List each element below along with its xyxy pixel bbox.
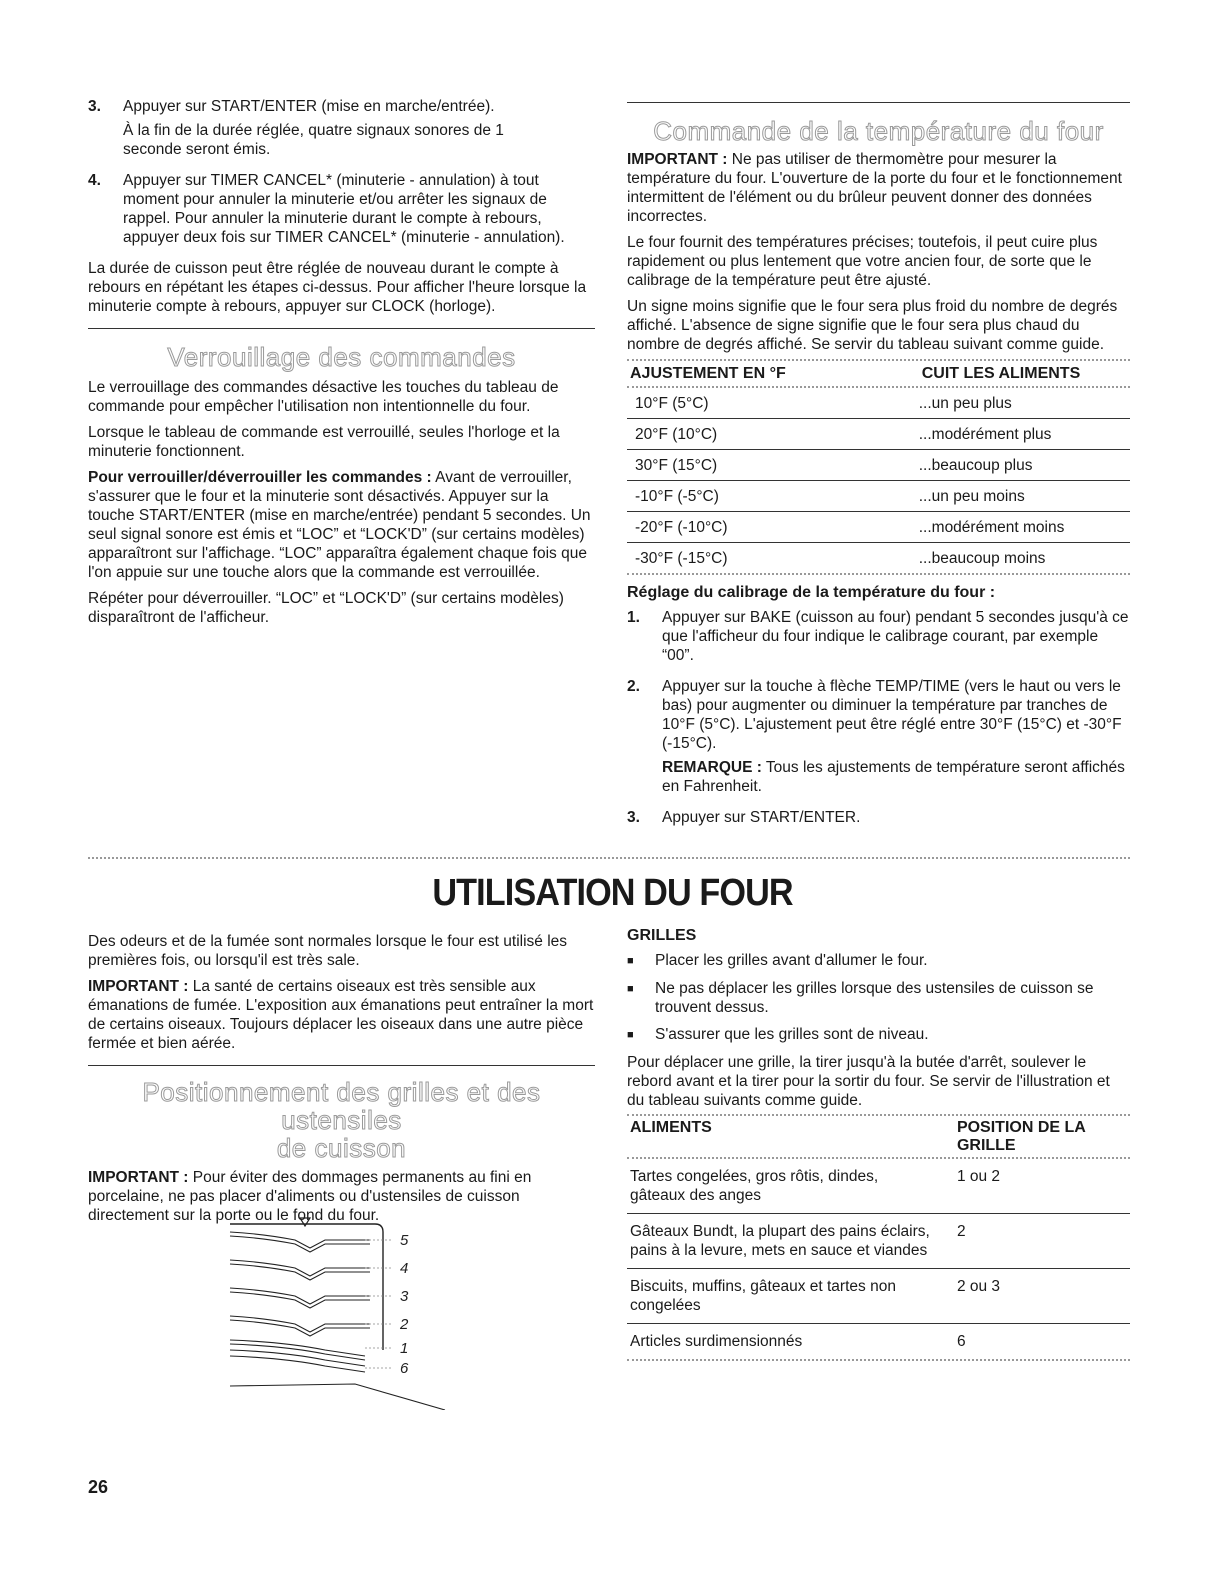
table-row xyxy=(627,1324,1130,1360)
step-number: 3. xyxy=(88,98,101,115)
rack-position-diagram xyxy=(215,1210,455,1410)
temp-paragraph: Un signe moins signifie que le four sera plus froid du nombre de degrés affiché. L'absence de signe signifie que le four sera plus chaud du nombre de degrés affiché. Se servir du tableau suivant comme guide. xyxy=(627,298,1118,353)
oven-element-icon xyxy=(300,1218,310,1226)
step-text: Appuyer sur START/ENTER. xyxy=(662,809,861,826)
table-cell: 30°F (15°C) xyxy=(627,450,919,481)
rack-label-3: 3 xyxy=(400,1288,409,1305)
square-bullet-icon: ■ xyxy=(627,955,634,967)
racks-paragraph: Pour déplacer une grille, la tirer jusqu'à la butée d'arrêt, soulever le rebord avant et la tirer pour la sortir du four. Se servir de l'illustration et du tableau suivants comme guide. xyxy=(627,1054,1110,1109)
square-bullet-icon: ■ xyxy=(627,1029,634,1041)
table-cell: ...un peu moins xyxy=(919,481,1130,512)
timer-step-4 xyxy=(88,171,595,252)
title-line: Positionnement des grilles et des ustensiles xyxy=(142,1077,541,1135)
step-number: 4. xyxy=(88,172,101,189)
lock-paragraph: Répéter pour déverrouiller. “LOC” et “LOCK'D” (sur certains modèles) disparaîtront de l'afficheur. xyxy=(88,590,564,626)
calibration-heading: Réglage du calibrage de la température du four : xyxy=(627,584,996,601)
step-number: 2. xyxy=(627,678,640,695)
timer-column xyxy=(88,97,595,634)
step-number: 1. xyxy=(627,609,640,626)
table-row xyxy=(627,512,1130,543)
list-item-text: Ne pas déplacer les grilles lorsque des ustensiles de cuisson se trouvent dessus. xyxy=(655,980,1094,1016)
table-cell: ...beaucoup moins xyxy=(918,550,1046,567)
step-text: Appuyer sur BAKE (cuisson au four) pendant 5 secondes jusqu'à ce que l'afficheur du four indique le calibrage courant, par exemple “00”. xyxy=(662,609,1129,664)
table-row xyxy=(627,481,1130,512)
list-item-text: Placer les grilles avant d'allumer le four. xyxy=(655,952,928,969)
table-cell: ...beaucoup plus xyxy=(919,450,1130,481)
table-row xyxy=(627,450,1130,481)
step-number: 3. xyxy=(627,809,640,826)
rack-leader-lines xyxy=(365,1240,393,1368)
table-bottom-border xyxy=(627,573,1130,575)
calibration-step-1 xyxy=(627,608,1130,670)
important-label: IMPORTANT : xyxy=(627,151,728,168)
section-title-temperature: Commande de la température du four xyxy=(653,116,1104,146)
rack-position-table xyxy=(627,1116,1130,1359)
step-text: Appuyer sur START/ENTER (mise en marche/entrée). xyxy=(123,98,495,115)
important-label: IMPORTANT : xyxy=(88,978,189,995)
rack-label-4: 4 xyxy=(400,1260,409,1277)
racks-heading: GRILLES xyxy=(627,927,697,944)
rack-label-6: 6 xyxy=(400,1360,409,1377)
racks-column xyxy=(627,927,1130,1361)
table-header: ALIMENTS xyxy=(630,1119,712,1136)
important-text: Pour éviter des dommages permanents au fini en porcelaine, ne pas placer d'aliments ou d'ustensiles de cuisson directement sur la porte ou le fond du four. xyxy=(88,1169,532,1224)
table-cell: 2 xyxy=(954,1214,1130,1269)
temp-paragraph: Le four fournit des températures précises; toutefois, il peut cuire plus rapidement ou plus lentement que votre ancien four, de sorte que le calibrage de la température peut être ajusté. xyxy=(627,234,1098,289)
note-label: REMARQUE : xyxy=(662,759,762,776)
table-cell: Biscuits, muffins, gâteaux et tartes non congelées xyxy=(627,1269,954,1324)
table-cell: 1 ou 2 xyxy=(954,1159,1130,1214)
table-row xyxy=(627,1214,1130,1269)
note-text: Tous les ajustements de température seront affichés en Fahrenheit. xyxy=(662,759,1125,795)
rack-label-2: 2 xyxy=(400,1316,409,1333)
table-header: CUIT LES ALIMENTS xyxy=(921,365,1081,382)
important-label: IMPORTANT : xyxy=(88,1169,189,1186)
rack-label-5: 5 xyxy=(400,1232,409,1249)
section-divider xyxy=(88,328,595,329)
square-bullet-icon: ■ xyxy=(627,983,634,995)
temperature-column xyxy=(627,102,1130,839)
oven-wall-outline xyxy=(230,1224,383,1350)
calibration-step-3 xyxy=(627,808,1130,832)
section-title-lock: Verrouillage des commandes xyxy=(167,342,516,372)
important-text: Ne pas utiliser de thermomètre pour mesurer la température du four. L'ouverture de la porte du four et le fonctionnement intermittent de l'élément ou du brûleur peuvent donner des données incorrectes. xyxy=(627,151,1122,225)
table-cell: ...modérément moins xyxy=(919,512,1130,543)
lock-paragraph: Lorsque le tableau de commande est verrouillé, seules l'horloge et la minuterie fonctionnent. xyxy=(88,424,560,460)
lock-instructions xyxy=(88,468,595,582)
table-row xyxy=(627,543,1130,574)
list-item xyxy=(627,1025,1130,1045)
table-cell: 6 xyxy=(956,1333,966,1350)
table-cell: -30°F (-15°C) xyxy=(635,550,728,567)
rack-label-1: 1 xyxy=(400,1340,409,1357)
table-cell: ...un peu plus xyxy=(919,388,1130,419)
oven-use-column xyxy=(88,932,595,1232)
table-cell: 20°F (10°C) xyxy=(627,419,919,450)
temp-important xyxy=(627,150,1130,226)
table-row xyxy=(627,419,1130,450)
page-title: UTILISATION DU FOUR xyxy=(432,872,793,914)
list-item xyxy=(627,951,1130,971)
table-header-row xyxy=(627,361,1130,386)
lock-instructions-heading: Pour verrouiller/déverrouiller les commandes : xyxy=(88,469,432,486)
step-subtext: À la fin de la durée réglée, quatre signaux sonores de 1 seconde seront émis. xyxy=(123,122,504,158)
table-cell: Gâteaux Bundt, la plupart des pains éclairs, pains à la levure, mets en sauce et viandes xyxy=(627,1214,954,1269)
table-header: AJUSTEMENT EN °F xyxy=(630,365,786,382)
timer-step-3 xyxy=(88,97,595,164)
oven-use-important xyxy=(88,977,595,1053)
rack-lines xyxy=(230,1232,445,1410)
table-header: POSITION DE LA GRILLE xyxy=(956,1119,1086,1154)
table-header-row xyxy=(627,1116,1130,1157)
timer-paragraph: La durée de cuisson peut être réglée de nouveau durant le compte à rebours en répétant les étapes ci-dessus. Pour afficher l'heure lorsque la minuterie compte à rebours, appuyer sur CLOCK (horloge). xyxy=(88,260,587,315)
section-title-positioning xyxy=(88,1078,595,1162)
title-line: de cuisson xyxy=(276,1133,407,1163)
table-row xyxy=(627,1269,1130,1324)
table-cell: Tartes congelées, gros rôtis, dindes, gâteaux des anges xyxy=(627,1159,954,1214)
important-text: La santé de certains oiseaux est très sensible aux émanations de fumée. L'exposition aux émanations peut entraîner la mort de certains oiseaux. Toujours déplacer les oiseaux dans une autre pièce fermée et bien aérée. xyxy=(88,978,594,1052)
table-cell: 10°F (5°C) xyxy=(627,388,919,419)
calibration-step-2 xyxy=(627,677,1130,801)
table-cell: ...modérément plus xyxy=(919,419,1130,450)
table-cell: 2 ou 3 xyxy=(954,1269,1130,1324)
page-number: 26 xyxy=(88,1477,109,1497)
oven-use-paragraph: Des odeurs et de la fumée sont normales lorsque le four est utilisé les premières fois, ou lorsqu'il est très sale. xyxy=(88,933,568,969)
table-row xyxy=(627,388,1130,419)
temperature-adjustment-table xyxy=(627,361,1130,573)
step-text: Appuyer sur la touche à flèche TEMP/TIME (vers le haut ou vers le bas) pour augmenter ou diminuer la température par tranches de 10°F (5°C). L'ajustement peut être réglé entre 30°F (15°C) et -30°F (-15°C). xyxy=(662,678,1122,752)
list-item-text: S'assurer que les grilles sont de niveau. xyxy=(655,1026,929,1043)
table-cell: -10°F (-5°C) xyxy=(627,481,919,512)
section-divider xyxy=(88,1065,595,1066)
step-text: Appuyer sur TIMER CANCEL* (minuterie - annulation) à tout moment pour annuler la minuterie et/ou arrêter les signaux de rappel. Pour annuler la minuterie durant le compte à rebours, appuyer deux fois sur TIMER CANCEL* (minuterie - annulation). xyxy=(123,172,565,246)
table-cell: -20°F (-10°C) xyxy=(627,512,919,543)
table-row xyxy=(627,1159,1130,1214)
section-divider xyxy=(627,102,1130,103)
lock-paragraph: Le verrouillage des commandes désactive les touches du tableau de commande pour empêcher l'utilisation non intentionnelle du four. xyxy=(88,379,559,415)
step-note xyxy=(662,758,1130,796)
table-cell: Articles surdimensionnés xyxy=(630,1333,803,1350)
table-bottom-border xyxy=(627,1359,1130,1361)
page-section-divider xyxy=(88,857,1130,859)
lock-instructions-text: Avant de verrouiller, s'assurer que le four et la minuterie sont désactivés. Appuyer sur la touche START/ENTER (mise en marche/entrée) pendant 5 secondes. Un seul signal sonore est émis et “LOC” et “LOCK'D” (sur certains modèles) apparaîtront sur l'affichage. “LOC” apparaîtra également chaque fois que l'on appuie sur une touche alors que la commande est verrouillée. xyxy=(88,469,591,581)
list-item xyxy=(627,979,1130,1017)
